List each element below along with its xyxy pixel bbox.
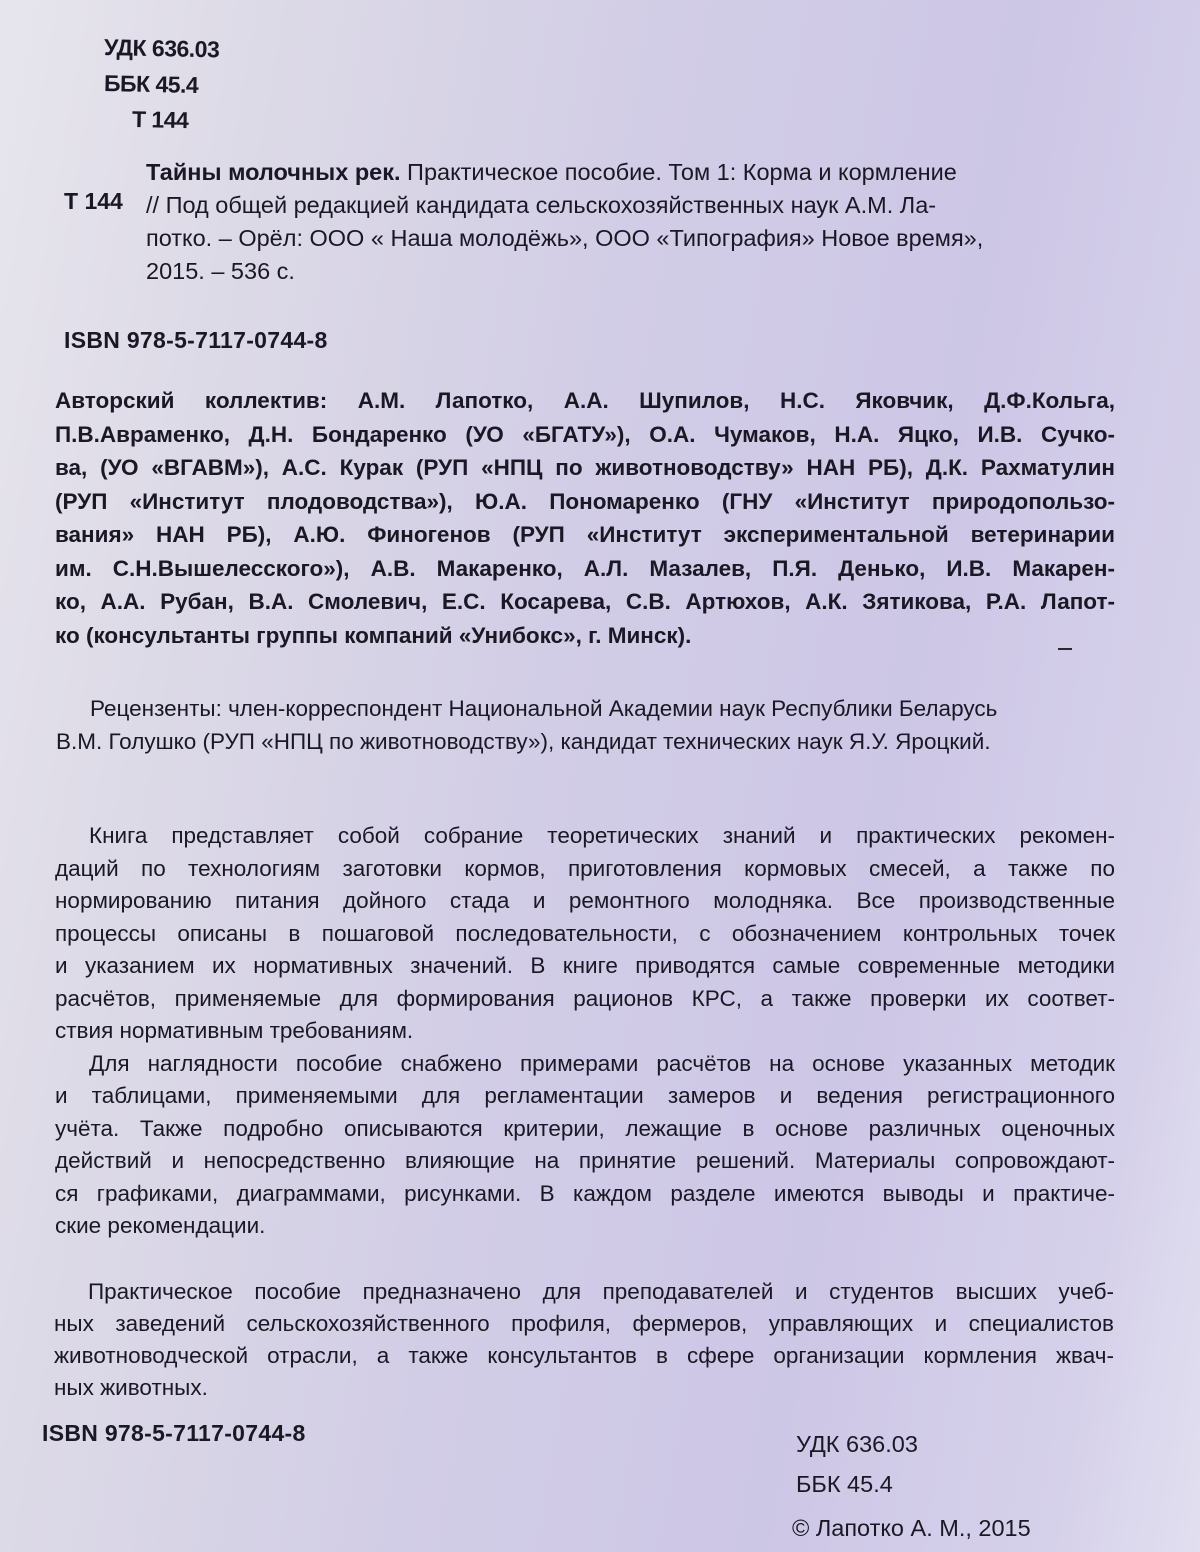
annotation-line: учёта. Также подробно описываются критерии, лежащие в основе различных оценочных [55,1115,1115,1141]
authors-line: П.В.Авраменко, Д.Н. Бондаренко (УО «БГАТУ»), О.А. Чумаков, Н.А. Яцко, И.В. Сучко- [55,421,1115,447]
reviewers-block [56,692,1116,758]
isbn-top: ISBN 978-5-7117-0744-8 [64,327,328,353]
reviewers-line: В.М. Голушко (РУП «НПЦ по животноводству»), кандидат технических наук Я.У. Яроцкий. [56,729,991,754]
copyright-notice: © Лапотко А. М., 2015 [792,1515,1031,1541]
isbn-bottom: ISBN 978-5-7117-0744-8 [42,1420,306,1446]
book-subtitle: Практическое пособие. Том 1: Корма и кормление [400,159,957,185]
authors-line: (РУП «Институт плодоводства»), Ю.А. Пономаренко (ГНУ «Институт природопользо- [55,488,1115,514]
authors-block [55,384,1115,652]
audience-line: животноводческой отрасли, а также консультантов в сфере организации кормления жвач- [54,1343,1114,1368]
entry-line: 2015. – 536 с. [146,258,295,284]
authors-line: ва, (УО «ВГАВМ»), А.С. Курак (РУП «НПЦ по животноводству» НАН РБ), Д.К. Рахматулин [55,455,1115,480]
entry-line: потко. – Орёл: ООО « Наша молодёжь», ООО «Типография» Новое время», [146,225,984,251]
bottom-udk-code: УДК 636.03 [796,1431,918,1457]
bibliographic-entry [146,156,1116,288]
annotation-line: ся графиками, диаграммами, рисунками. В каждом разделе имеются выводы и практиче- [55,1180,1115,1206]
annotation-line: Для наглядности пособие снабжено примерами расчётов на основе указанных методик [89,1050,1115,1076]
annotation-block [55,820,1115,1243]
audience-line: ных животных. [54,1375,208,1400]
authors-line: ко (консультанты группы компаний «Унибокс», г. Минск). [55,622,692,648]
annotation-line: нормированию питания дойного стада и ремонтного молодняка. Все производственные [55,888,1115,913]
udk-code: УДК 636.03 [103,34,220,63]
annotation-line: и указанием их нормативных значений. В книге приводятся самые современные методики [55,953,1115,978]
annotation-line: ские рекомендации. [55,1213,266,1238]
authors-line: вания» НАН РБ), А.Ю. Финогенов (РУП «Институт экспериментальной ветеринарии [55,522,1115,547]
annotation-line: процессы описаны в пошаговой последовательности, с обозначением контрольных точек [55,920,1115,946]
entry-line: // Под общей редакцией кандидата сельскохозяйственных наук А.М. Ла- [146,192,937,218]
annotation-line: даций по технологиям заготовки кормов, приготовления кормовых смесей, а также по [55,855,1115,881]
annotation-line: Книга представляет собой собрание теоретических знаний и практических рекомен- [89,823,1115,848]
authors-line: им. С.Н.Вышелесского»), А.В. Макаренко, А.Л. Мазалев, П.Я. Денько, И.В. Макарен- [55,555,1115,581]
author-mark-inline: Т 144 [64,188,123,214]
stray-mark [1058,648,1072,650]
authors-line: ко, А.А. Рубан, В.А. Смолевич, Е.С. Косарева, С.В. Артюхов, А.К. Зятикова, Р.А. Лапот- [55,589,1115,614]
audience-line: ных заведений сельскохозяйственного профиля, фермеров, управляющих и специалистов [54,1311,1114,1336]
audience-block [54,1276,1114,1404]
annotation-line: и таблицами, применяемыми для регламентации замеров и ведения регистрационного [55,1083,1115,1108]
book-title: Тайны молочных рек. [146,159,401,185]
bottom-bbk-code: ББК 45.4 [796,1471,893,1497]
entry-line [146,156,1116,189]
author-mark: Т 144 [131,106,189,134]
annotation-line: действий и непосредственно влияющие на принятие решений. Материалы сопровождают- [55,1148,1115,1173]
authors-line: Авторский коллектив: А.М. Лапотко, А.А. Шупилов, Н.С. Яковчик, Д.Ф.Кольга, [55,388,1115,413]
annotation-line: ствия нормативным требованиям. [55,1018,414,1043]
reviewers-line: Рецензенты: член-корреспондент Национальной Академии наук Республики Беларусь [90,696,998,721]
bbk-code: ББК 45.4 [103,70,199,98]
audience-line: Практическое пособие предназначено для преподавателей и студентов высших учеб- [88,1279,1114,1304]
annotation-line: расчётов, применяемые для формирования рационов КРС, а также проверки их соответ- [55,985,1115,1011]
